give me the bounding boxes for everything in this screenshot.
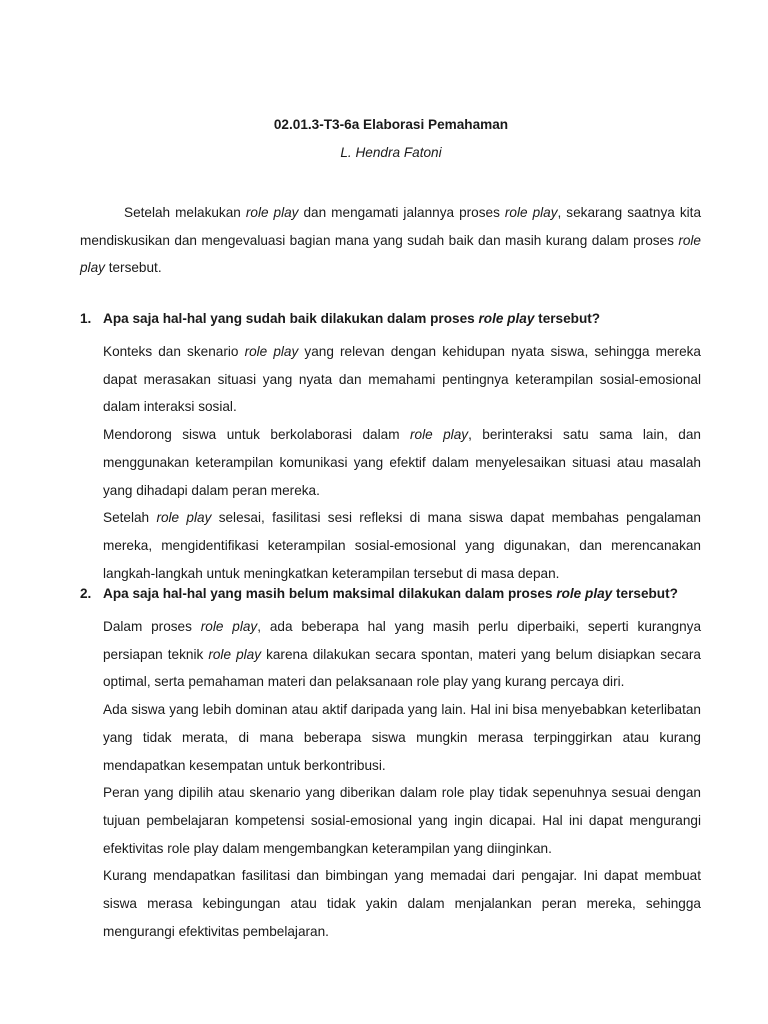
question-2 [80, 585, 701, 945]
answer-text: , berinteraksi satu sama lain, dan menggunakan keterampilan komunikasi yang efektif dalam menyelesaikan situasi atau masalah yang dihadapi dalam peran mereka. [103, 427, 701, 498]
document-author: L. Hendra Fatoni [340, 145, 442, 160]
answer-text: Setelah [103, 510, 157, 526]
answer-text: Ada siswa yang lebih dominan atau aktif daripada yang lain. Hal ini bisa menyebabkan keterlibatan yang tidak merata, di mana beberapa siswa mungkin merasa terpinggirkan atau kurang mendapatkan kesempatan untuk berkontribusi. [103, 702, 701, 773]
question-number: 1. [80, 311, 92, 326]
document-title: 02.01.3-T3-6a Elaborasi Pemahaman [273, 117, 509, 132]
intro-paragraph [80, 199, 701, 282]
answer-paragraph [80, 696, 701, 779]
heading-text: tersebut? [612, 586, 678, 601]
answer-text: yang relevan dengan kehidupan nyata siswa, sehingga mereka dapat merasakan situasi yang nyata dan memahami pentingnya keterampilan sosial-emosional dalam interaksi sosial. [103, 344, 701, 415]
answer-italic: role play [156, 510, 212, 526]
answer-paragraph [80, 338, 701, 421]
heading-italic: role play [556, 586, 613, 601]
answer-text: karena dilakukan secara spontan, materi yang belum disiapkan secara optimal, serta pemahaman materi dan pelaksanaan role play yang kurang percaya diri. [103, 646, 701, 690]
intro-italic: role play [245, 205, 299, 220]
answer-italic: role play [200, 619, 258, 634]
intro-italic: role play [80, 232, 701, 276]
question-heading [80, 585, 701, 603]
question-heading [80, 310, 701, 328]
answer-text: selesai, fasilitasi sesi refleksi di mana siswa dapat membahas pengalaman mereka, mengidentifikasi keterampilan sosial-emosional yang digunakan, dan merencanakan langkah-langkah untuk meningkatkan keterampilan tersebut di masa depan. [103, 510, 701, 581]
answer-paragraph [80, 862, 701, 945]
intro-text: dan mengamati jalannya proses [298, 205, 505, 220]
heading-text: Apa saja hal-hal yang sudah baik dilakukan dalam proses [103, 311, 479, 326]
answer-paragraph [80, 421, 701, 504]
answer-text: Kurang mendapatkan fasilitasi dan bimbingan yang memadai dari pengajar. Ini dapat membuat siswa merasa kebingungan atau tidak yakin dalam menjalankan peran mereka, sehingga mengurangi efektivitas pembelajaran. [103, 868, 701, 939]
intro-text: , sekarang saatnya kita mendiskusikan dan mengevaluasi bagian mana yang sudah baik dan masih kurang dalam proses [80, 205, 702, 248]
answer-text: , ada beberapa hal yang masih perlu diperbaiki, seperti kurangnya persiapan teknik [103, 619, 702, 662]
question-1 [80, 310, 701, 587]
answer-italic: role play [208, 646, 262, 662]
answer-paragraph [80, 504, 701, 587]
intro-italic: role play [504, 205, 558, 220]
answer-paragraph [80, 613, 701, 696]
heading-text: Apa saja hal-hal yang masih belum maksimal dilakukan dalam proses [103, 586, 557, 601]
answer-paragraph [80, 779, 701, 862]
intro-text: tersebut. [104, 260, 162, 276]
intro-text: Setelah melakukan [124, 205, 246, 220]
answer-italic: role play [409, 427, 469, 443]
answer-italic: role play [244, 344, 299, 359]
answer-text: Konteks dan skenario [103, 344, 245, 359]
answer-text: Peran yang dipilih atau skenario yang diberikan dalam role play tidak sepenuhnya sesuai dengan tujuan pembelajaran kompetensi sosial-emosional yang ingin dicapai. Hal ini dapat mengurangi efektivitas role play dalam mengembangkan keterampilan yang diinginkan. [103, 785, 701, 856]
question-number: 2. [80, 586, 92, 601]
heading-italic: role play [478, 311, 535, 326]
answer-text: Mendorong siswa untuk berkolaborasi dalam [103, 427, 410, 443]
answer-text: Dalam proses [103, 619, 201, 634]
heading-text: tersebut? [534, 311, 601, 326]
